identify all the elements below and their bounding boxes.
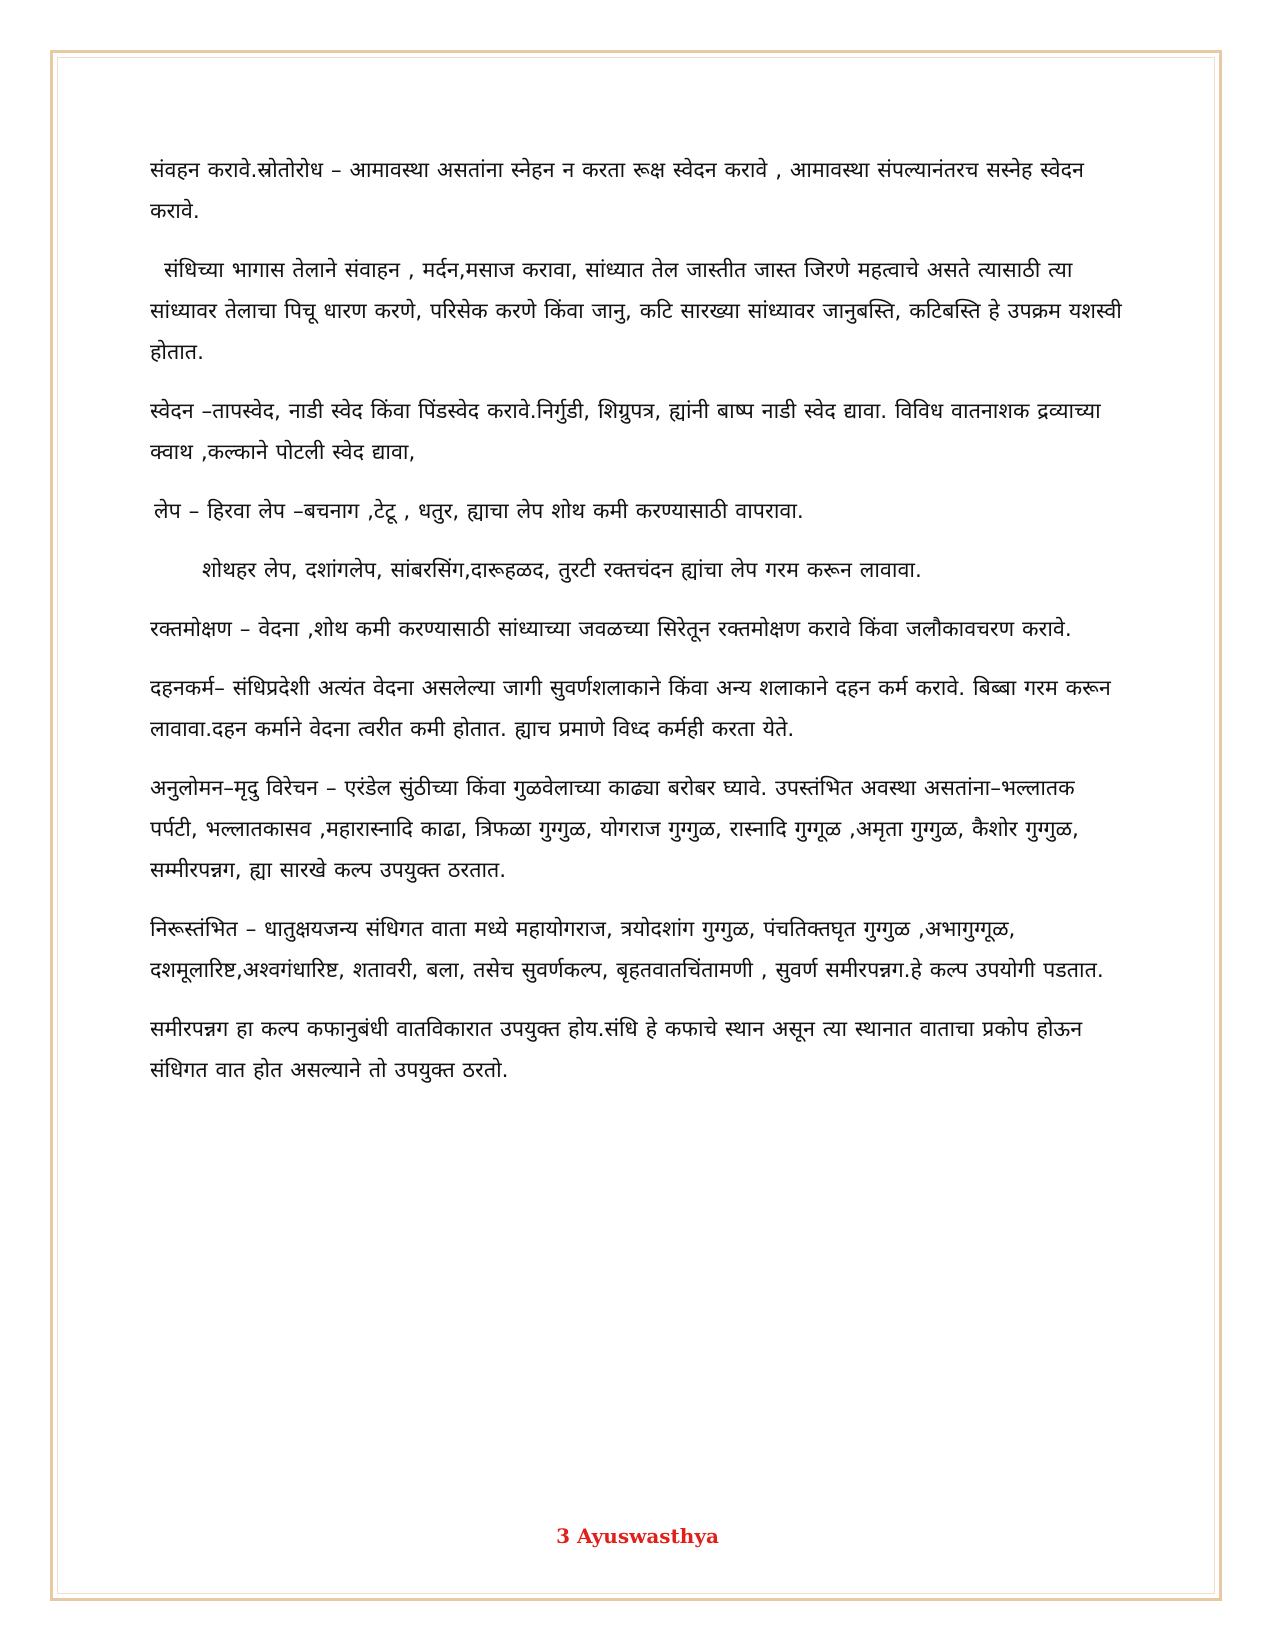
paragraph-sandhi-oil: संधिच्या भागास तेलाने संवाहन , मर्दन,मसाज करावा, सांध्यात तेल जास्तीत जास्त जिरणे महत्वाचे असते त्यासाठी त्या सांध्यावर तेलाचा पिचू धारण करणे, परिसेक करणे किंवा जानु, कटि सारख्या सांध्यावर जानुबस्ति, कटिबस्ति हे उपक्रम यशस्वी होतात. bbox=[150, 258, 1122, 365]
paragraph-raktamokshan: रक्तमोक्षण – वेदना ,शोथ कमी करण्यासाठी सांध्याच्या जवळच्या सिरेतून रक्तमोक्षण करावे किंवा जलौकावचरण करावे. bbox=[150, 617, 1072, 642]
document-body bbox=[150, 150, 1130, 1109]
paragraph-lep: लेप – हिरवा लेप –बचनाग ,टेटू , धतुर, ह्याचा लेप शोथ कमी करण्यासाठी वापरावा. bbox=[154, 499, 804, 524]
paragraph-dahankarma: दहनकर्म– संधिप्रदेशी अत्यंत वेदना असलेल्या जागी सुवर्णशलाकाने किंवा अन्य शलाकाने दहन कर्म करावे. बिब्बा गरम करून लावावा.दहन कर्माने वेदना त्वरीत कमी होतात. ह्याच प्रमाणे विध्द कर्मही करता येते. bbox=[150, 676, 1111, 742]
paragraph-samirpannag: समीरपन्नग हा कल्प कफानुबंधी वातविकारात उपयुक्त होय.संधि हे कफाचे स्थान असून त्या स्थानात वाताचा प्रकोप होऊन संधिगत वात होत असल्याने तो उपयुक्त ठरतो. bbox=[150, 1017, 1083, 1083]
paragraph-swedan: स्वेदन –तापस्वेद, नाडी स्वेद किंवा पिंडस्वेद करावे.निर्गुडी, शिग्रुपत्र, ह्यांनी बाष्प नाडी स्वेद द्यावा. विविध वातनाशक द्रव्याच्या क्वाथ ,कल्काने पोटली स्वेद द्यावा, bbox=[150, 399, 1101, 465]
page-footer: 3 Ayuswasthya bbox=[556, 1524, 719, 1548]
paragraph-samvahan: संवहन करावे.स्रोतोरोध – आमावस्था असतांना स्नेहन न करता रूक्ष स्वेदन करावे , आमावस्था संपल्यानंतरच सस्नेह स्वेदन करावे. bbox=[150, 158, 1084, 224]
paragraph-nirustambhit: निरूस्तंभित – धातुक्षयजन्य संधिगत वाता मध्ये महायोगराज, त्रयोदशांग गुग्गुळ, पंचतिक्तघृत गुग्गुळ ,अभागुग्गूळ, दशमूलारिष्ट,अश्वगंधारिष्ट, शतावरी, बला, तसेच सुवर्णकल्प, बृहतवातचिंतामणी , सुवर्ण समीरपन्नग.हे कल्प उपयोगी पडतात. bbox=[150, 917, 1104, 983]
paragraph-shothahar-lep: शोथहर लेप, दशांगलेप, सांबरसिंग,दारूहळद, तुरटी रक्तचंदन ह्यांचा लेप गरम करून लावावा. bbox=[202, 558, 922, 583]
paragraph-anulomana: अनुलोमन–मृदु विरेचन – एरंडेल सुंठीच्या किंवा गुळवेलाच्या काढ्या बरोबर घ्यावे. उपस्तंभित अवस्था असतांना–भल्लातक पर्पटी, भल्लातकासव ,महारास्नादि काढा, त्रिफळा गुग्गुळ, योगराज गुग्गुळ, रास्नादि गुग्गूळ ,अमृता गुग्गुळ, कैशोर गुग्गुळ, सम्मीरपन्नग, ह्या सारखे कल्प उपयुक्त ठरतात. bbox=[150, 776, 1079, 883]
